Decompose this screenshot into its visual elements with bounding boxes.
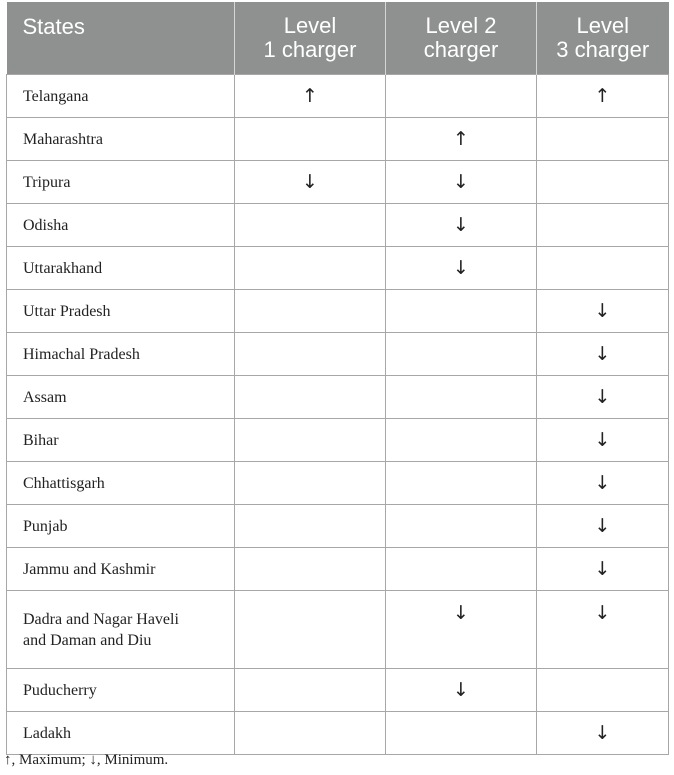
level-1-indicator: [235, 290, 386, 333]
state-name: Punjab: [7, 505, 235, 548]
level-1-indicator: [235, 548, 386, 591]
level-2-indicator: [386, 290, 537, 333]
table-row: [7, 290, 669, 333]
level-2-indicator: ↑: [386, 118, 537, 161]
table-row: [7, 591, 669, 669]
header-level-2-line2: charger: [423, 37, 499, 62]
level-3-indicator: [537, 247, 669, 290]
level-2-indicator: [386, 75, 537, 118]
level-1-indicator: [235, 333, 386, 376]
header-states: States: [7, 2, 235, 75]
level-3-indicator: [537, 118, 669, 161]
level-2-indicator: ↓: [386, 247, 537, 290]
level-3-indicator: [537, 161, 669, 204]
state-name-line2: and Daman and Diu: [23, 631, 152, 649]
table-row: [7, 505, 669, 548]
level-3-indicator: ↑: [537, 75, 669, 118]
table-row: [7, 419, 669, 462]
state-name: Uttarakhand: [7, 247, 235, 290]
state-name: Odisha: [7, 204, 235, 247]
level-3-indicator: ↓: [537, 591, 669, 669]
header-level-3-line1: Level: [576, 13, 630, 38]
level-2-indicator: ↓: [386, 161, 537, 204]
level-1-indicator: [235, 712, 386, 755]
state-name-line1: Dadra and Nagar Haveli: [23, 610, 179, 628]
level-1-indicator: [235, 376, 386, 419]
state-name: Himachal Pradesh: [7, 333, 235, 376]
table-row: [7, 333, 669, 376]
level-2-indicator: [386, 462, 537, 505]
header-level-2-line1: Level 2: [425, 13, 497, 38]
level-1-indicator: [235, 669, 386, 712]
level-2-indicator: ↓: [386, 204, 537, 247]
level-3-indicator: ↓: [537, 290, 669, 333]
level-1-indicator: ↓: [235, 161, 386, 204]
table-row: [7, 247, 669, 290]
table-row: [7, 118, 669, 161]
level-1-indicator: [235, 505, 386, 548]
table-row: [7, 462, 669, 505]
header-level-3-line2: 3 charger: [556, 37, 650, 62]
state-name: Chhattisgarh: [7, 462, 235, 505]
table-row: [7, 204, 669, 247]
state-name: Jammu and Kashmir: [7, 548, 235, 591]
level-3-indicator: [537, 204, 669, 247]
level-3-indicator: [537, 669, 669, 712]
header-level-1-charger: [235, 2, 386, 75]
level-3-indicator: ↓: [537, 462, 669, 505]
level-1-indicator: [235, 591, 386, 669]
level-1-indicator: [235, 419, 386, 462]
level-2-indicator: [386, 419, 537, 462]
state-name: Tripura: [7, 161, 235, 204]
table-footnote: ↑, Maximum; ↓, Minimum.: [4, 752, 169, 768]
charger-table-container: [6, 2, 668, 755]
level-3-indicator: ↓: [537, 419, 669, 462]
level-1-indicator: [235, 462, 386, 505]
level-1-indicator: [235, 118, 386, 161]
level-2-indicator: ↓: [386, 591, 537, 669]
level-2-indicator: [386, 505, 537, 548]
state-name: [7, 591, 235, 669]
level-1-indicator: [235, 247, 386, 290]
state-name: Puducherry: [7, 669, 235, 712]
level-2-indicator: [386, 548, 537, 591]
level-3-indicator: ↓: [537, 712, 669, 755]
header-level-1-line1: Level: [283, 13, 337, 38]
level-3-indicator: ↓: [537, 548, 669, 591]
charger-table: [6, 2, 669, 755]
state-name: Ladakh: [7, 712, 235, 755]
header-level-3-charger: [537, 2, 669, 75]
state-name: Bihar: [7, 419, 235, 462]
header-row: [7, 2, 669, 75]
table-row: [7, 161, 669, 204]
state-name: Maharashtra: [7, 118, 235, 161]
header-level-2-charger: [386, 2, 537, 75]
level-3-indicator: ↓: [537, 376, 669, 419]
level-2-indicator: [386, 376, 537, 419]
level-1-indicator: ↑: [235, 75, 386, 118]
level-3-indicator: ↓: [537, 333, 669, 376]
state-name: Assam: [7, 376, 235, 419]
header-level-1-line2: 1 charger: [263, 37, 357, 62]
table-row: [7, 712, 669, 755]
level-2-indicator: [386, 333, 537, 376]
table-row: [7, 669, 669, 712]
level-3-indicator: ↓: [537, 505, 669, 548]
state-name: Telangana: [7, 75, 235, 118]
level-2-indicator: [386, 712, 537, 755]
state-name: Uttar Pradesh: [7, 290, 235, 333]
table-row: [7, 548, 669, 591]
table-row: [7, 75, 669, 118]
level-2-indicator: ↓: [386, 669, 537, 712]
level-1-indicator: [235, 204, 386, 247]
table-row: [7, 376, 669, 419]
